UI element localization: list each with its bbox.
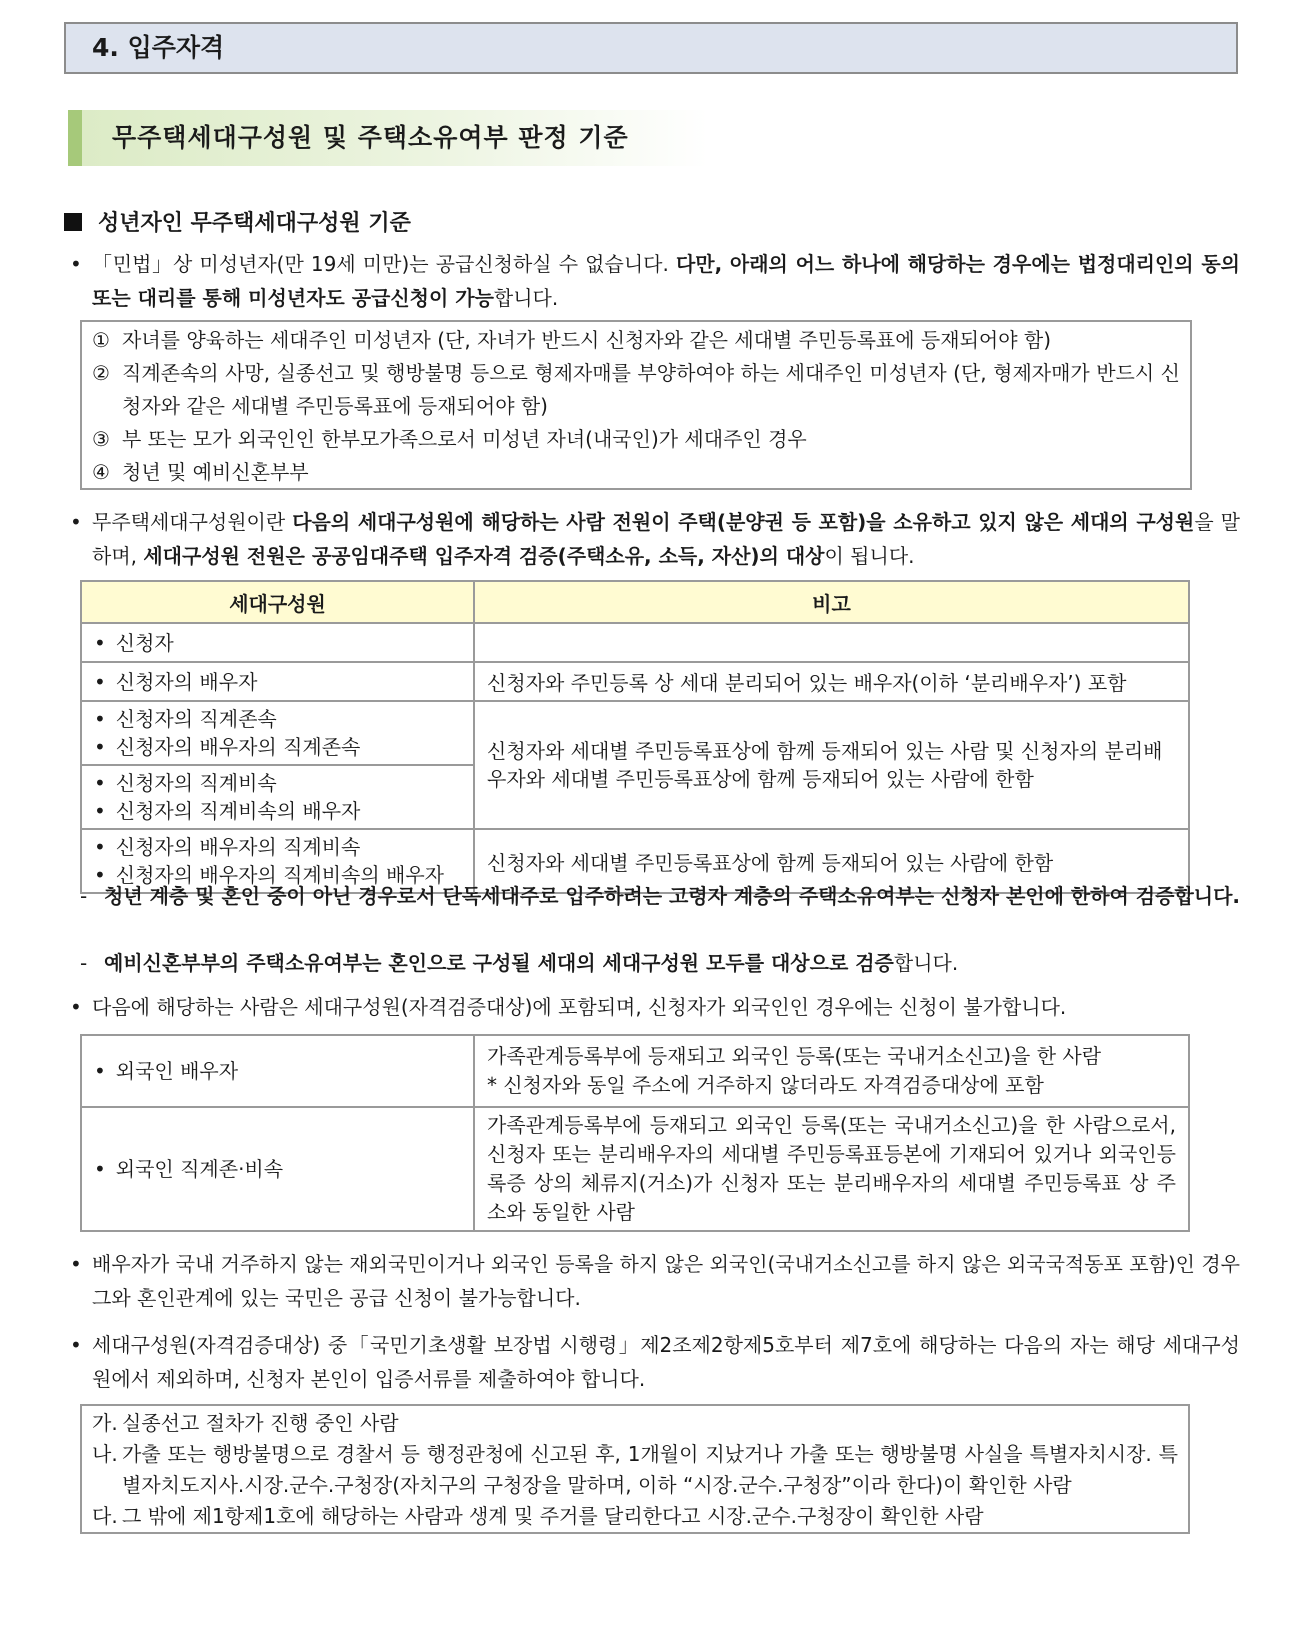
table-cell xyxy=(474,1035,1189,1107)
bullet3-text: 다음에 해당하는 사람은 세대구성원(자격검증대상)에 포함되며, 신청자가 외국인인 경우에는 신청이 불가합니다. xyxy=(92,995,1067,1019)
bullet-minor-rule xyxy=(70,247,1240,315)
bullet-dot-icon: • xyxy=(70,1333,82,1357)
member-note: 가족관계등록부에 등재되고 외국인 등록(또는 국내거소신고)을 한 사람 xyxy=(487,1044,1102,1068)
bullet2-b2: 세대구성원 전원은 공공임대주택 입주자격 검증(주택소유, 소득, 자산)의 대상 xyxy=(143,544,825,568)
dash1-text: 청년 계층 및 혼인 중이 아닌 경우로서 단독세대주로 입주하려는 고령자 계층의 주택소유여부는 신청자 본인에 한하여 검증합니다. xyxy=(104,884,1240,908)
table-cell xyxy=(474,623,1189,662)
bullet-dot-icon: • xyxy=(70,510,82,534)
member-label: • 신청자의 배우자 xyxy=(94,668,461,696)
table-cell xyxy=(81,662,474,701)
item-number: 가. xyxy=(92,1411,118,1435)
member-label: • 외국인 직계존·비속 xyxy=(94,1155,461,1183)
bullet-foreigner xyxy=(70,990,1240,1024)
list-item xyxy=(92,456,1180,489)
table-cell xyxy=(81,765,474,829)
member-note: 신청자와 세대별 주민등록표상에 함께 등재되어 있는 사람 및 신청자의 분리배우자와 세대별 주민등록표상에 함께 등재되어 있는 사람에 한함 xyxy=(474,701,1189,829)
exclusions-box xyxy=(80,1404,1190,1534)
bullet4-text: 배우자가 국내 거주하지 않는 재외국민이거나 외국인 등록을 하지 않은 외국인(국내거소신고를 하지 않은 외국국적동포 포함)인 경우 그와 혼인관계에 있는 국민은 공급 신청이 불가능합니다. xyxy=(92,1252,1240,1310)
dash-marker: - xyxy=(80,884,88,908)
bullet-dot-icon: • xyxy=(70,252,82,276)
list-item xyxy=(92,324,1180,357)
table-row xyxy=(81,623,1189,662)
table-row xyxy=(81,662,1189,701)
square-bullet-icon xyxy=(64,213,82,231)
household-table xyxy=(80,580,1190,894)
table-cell xyxy=(81,1035,474,1107)
heading xyxy=(64,206,411,237)
table-cell xyxy=(81,1107,474,1231)
dash2-bold: 예비신혼부부의 주택소유여부는 혼인으로 구성될 세대의 세대구성원 모두를 대상으로 검증 xyxy=(104,951,894,975)
bullet1-normal: 「민법」상 미성년자(만 19세 미만)는 공급신청하실 수 없습니다. xyxy=(92,252,676,276)
dash2-tail: 합니다. xyxy=(893,951,959,975)
member-note: 신청자와 주민등록 상 세대 분리되어 있는 배우자(이하 ‘분리배우자’) 포함 xyxy=(474,662,1189,701)
bullet2-p3: 이 됩니다. xyxy=(824,544,915,568)
item-text: 그 밖에 제1항제1호에 해당하는 사람과 생계 및 주거를 달리한다고 시장.군수.구청장이 확인한 사람 xyxy=(122,1504,984,1528)
item-number: 나. xyxy=(92,1442,118,1466)
dash-item xyxy=(80,947,1240,980)
bullet1-bold: 다만, 아래의 어느 하나에 해당하는 경우에는 법정대리인의 동의 또는 대리를 통해 미성년자도 공급신청이 가능 xyxy=(92,252,1240,310)
item-text: 가출 또는 행방불명으로 경찰서 등 행정관청에 신고된 후, 1개월이 지났거나 가출 또는 행방불명 사실을 특별자치시장. 특별자치도지사.시장.군수.구청장(자치구의 구청장을 말하며, 이하 “시장.군수.구청장”이라 한다)이 확인한 사람 xyxy=(122,1442,1178,1497)
item-text: 직계존속의 사망, 실종선고 및 행방불명 등으로 형제자매를 부양하여야 하는 세대주인 미성년자 (단, 형제자매가 반드시 신청자와 같은 세대별 주민등록표에 등재되어야 함) xyxy=(122,361,1180,418)
member-label: • 신청자의 직계존속 xyxy=(94,705,461,733)
bullet2-p1: 무주택세대구성원이란 xyxy=(92,510,293,534)
item-number: ① xyxy=(92,328,110,352)
item-number: ③ xyxy=(92,427,110,451)
heading-text: 성년자인 무주택세대구성원 기준 xyxy=(98,211,411,236)
list-item xyxy=(92,423,1180,456)
column-header: 세대구성원 xyxy=(81,581,474,623)
sub-title: 무주택세대구성원 및 주택소유여부 판정 기준 xyxy=(68,110,708,166)
table-row xyxy=(81,701,1189,765)
bullet-definition xyxy=(70,505,1240,573)
list-item xyxy=(92,1439,1178,1501)
bullet-exclusion xyxy=(70,1328,1240,1396)
table-row xyxy=(81,1035,1189,1107)
member-label: • 신청자의 배우자의 직계비속의 배우자 xyxy=(94,861,461,889)
member-note: 가족관계등록부에 등재되고 외국인 등록(또는 국내거소신고)을 한 사람으로서, 신청자 또는 분리배우자의 세대별 주민등록표등본에 기재되어 있거나 외국인등록증 상의 체류지(거소)가 신청자 또는 분리배우자의 세대별 주민등록표 상 주소와 동일한 사람 xyxy=(474,1107,1189,1231)
table-cell xyxy=(81,701,474,765)
table-cell xyxy=(81,623,474,662)
item-text: 실종선고 절차가 진행 중인 사람 xyxy=(122,1411,399,1435)
item-text: 청년 및 예비신혼부부 xyxy=(122,460,309,484)
member-label: • 신청자의 배우자의 직계비속 xyxy=(94,833,461,861)
item-text: 부 또는 모가 외국인인 한부모가족으로서 미성년 자녀(내국인)가 세대주인 경우 xyxy=(122,427,807,451)
member-label: • 신청자 xyxy=(94,629,461,657)
bullet-spouse-abroad xyxy=(70,1247,1240,1315)
bullet2-p2: 을 말하며, xyxy=(92,510,1240,568)
bullet2-b1: 다음의 세대구성원에 해당하는 사람 전원이 주택(분양권 등 포함)을 소유하고 있지 않은 세대의 구성원 xyxy=(292,510,1195,534)
dash-marker: - xyxy=(80,951,88,975)
dash-item xyxy=(80,880,1240,913)
list-item xyxy=(92,1408,1178,1439)
list-item xyxy=(92,1501,1178,1532)
table-row xyxy=(81,1107,1189,1231)
member-label: • 신청자의 직계비속 xyxy=(94,769,461,797)
bullet-dot-icon: • xyxy=(70,995,82,1019)
bullet-dot-icon: • xyxy=(70,1252,82,1276)
item-number: ④ xyxy=(92,460,110,484)
table-header-row xyxy=(81,581,1189,623)
item-text: 자녀를 양육하는 세대주인 미성년자 (단, 자녀가 반드시 신청자와 같은 세대별 주민등록표에 등재되어야 함) xyxy=(122,328,1052,352)
list-item xyxy=(92,357,1180,423)
minor-cases-box xyxy=(80,320,1192,490)
section-title: 4. 입주자격 xyxy=(64,22,1238,74)
foreigner-table xyxy=(80,1034,1190,1232)
member-label: • 외국인 배우자 xyxy=(94,1057,461,1085)
member-label: • 신청자의 직계비속의 배우자 xyxy=(94,797,461,825)
member-note: 신청자와 세대별 주민등록표상에 함께 등재되어 있는 사람에 한함 xyxy=(474,829,1189,893)
bullet1-tail: 합니다. xyxy=(493,286,559,310)
item-number: 다. xyxy=(92,1504,118,1528)
member-label: • 신청자의 배우자의 직계존속 xyxy=(94,733,461,761)
column-header: 비고 xyxy=(474,581,1189,623)
member-note: * 신청자와 동일 주소에 거주하지 않더라도 자격검증대상에 포함 xyxy=(487,1073,1044,1097)
item-number: ② xyxy=(92,361,110,385)
bullet5-text: 세대구성원(자격검증대상) 중「국민기초생활 보장법 시행령」제2조제2항제5호부터 제7호에 해당하는 다음의 자는 해당 세대구성원에서 제외하며, 신청자 본인이 입증서류를 제출하여야 합니다. xyxy=(92,1333,1240,1391)
